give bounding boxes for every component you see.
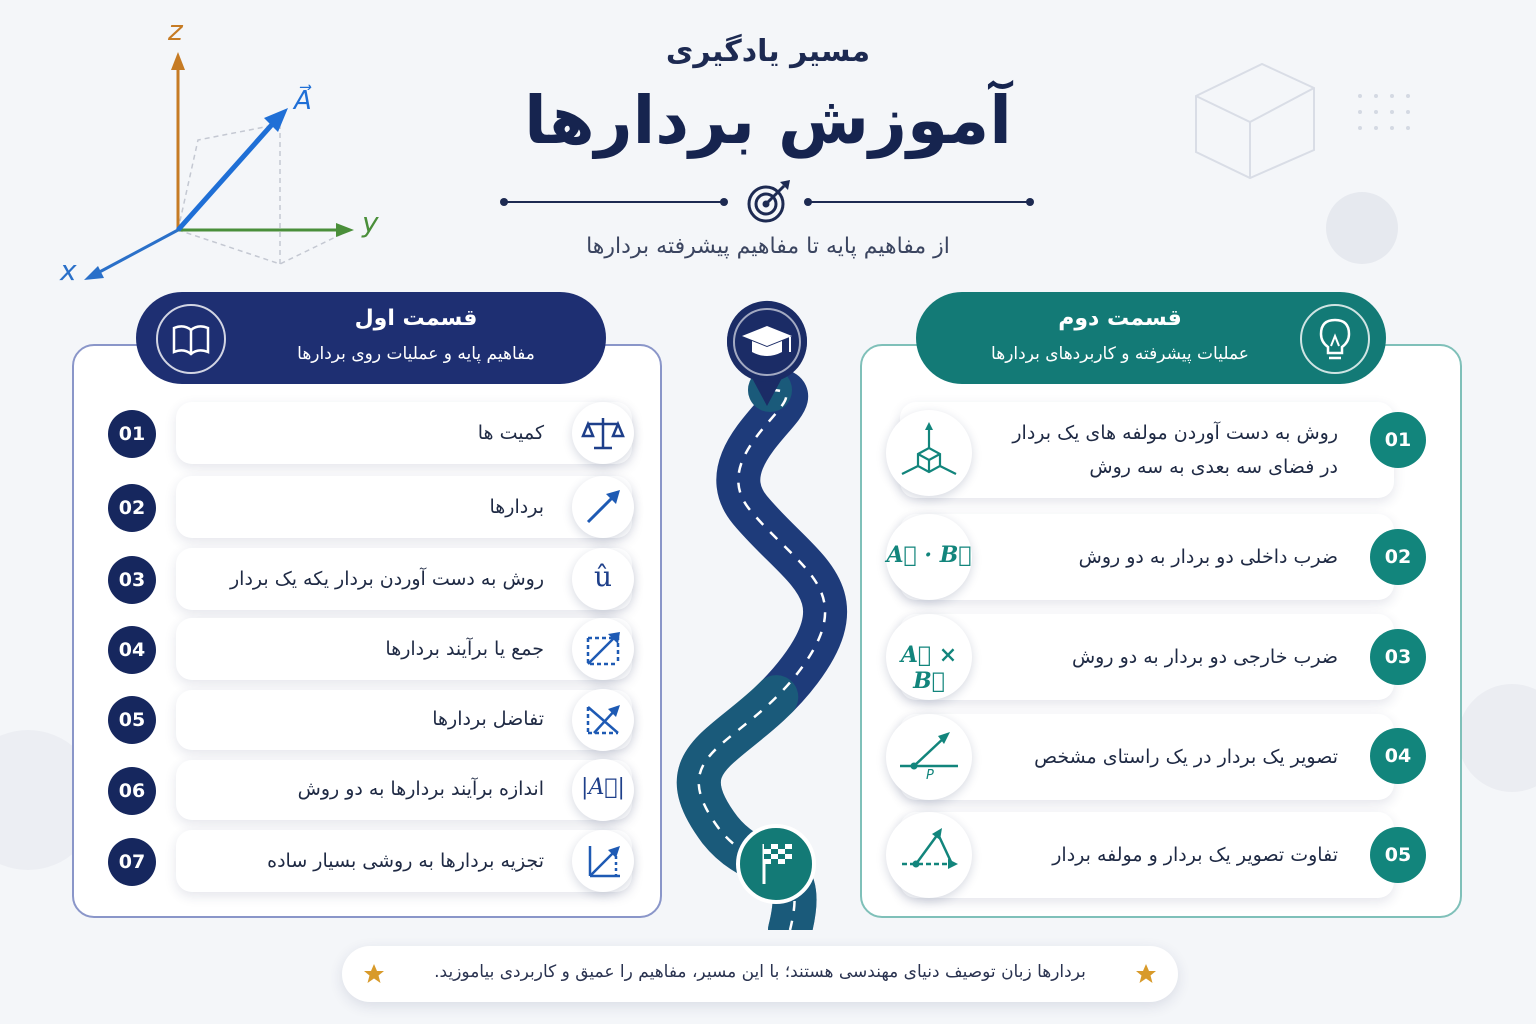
cross-product-symbol: A⃗ × B⃗ <box>900 642 958 694</box>
part-one-number-6: 06 <box>108 767 156 815</box>
projection-p-label: P <box>926 768 934 783</box>
magnitude-icon <box>572 759 634 821</box>
part-two-item-label-2: ضرب داخلی دو بردار به دو روش <box>1078 546 1338 568</box>
footer-note <box>342 946 1178 1002</box>
page-title: آموزش بردارها <box>524 82 1012 159</box>
vector-sum-icon <box>572 618 634 680</box>
part-one-header <box>136 292 606 384</box>
checkered-flag-icon <box>734 822 818 906</box>
part-two-number-3: 03 <box>1370 629 1426 685</box>
part-one-item-2[interactable] <box>176 476 632 538</box>
component-icon <box>886 812 972 898</box>
part-two-header <box>916 292 1386 384</box>
part-one-number-1: 01 <box>108 410 156 458</box>
star-icon <box>362 962 386 986</box>
z-axis-label: z <box>168 14 183 47</box>
part-two-item-3[interactable] <box>900 614 1394 700</box>
title-divider <box>496 180 1040 224</box>
unit-vector-icon <box>572 548 634 610</box>
part-two-title: قسمت دوم <box>1058 306 1182 331</box>
cross-product-icon <box>886 614 972 700</box>
decomposition-icon <box>572 830 634 892</box>
part-one-number-2: 02 <box>108 484 156 532</box>
part-one-item-label-7: تجزیه بردارها به روشی بسیار ساده <box>267 850 544 872</box>
scale-icon <box>572 402 634 464</box>
part-one-item-4[interactable] <box>176 618 632 680</box>
part-one-item-label-3: روش به دست آوردن بردار یکه یک بردار <box>229 568 544 590</box>
part-two-number-5: 05 <box>1370 827 1426 883</box>
dot-product-icon <box>886 514 972 600</box>
part-one-item-label-5: تفاضل بردارها <box>432 708 544 730</box>
part-one-item-label-2: بردارها <box>489 496 544 518</box>
dot-product-symbol: A⃗ · B⃗ <box>886 542 972 568</box>
part-two-item-label-3: ضرب خارجی دو بردار به دو روش <box>1071 646 1338 668</box>
open-book-icon <box>156 304 226 374</box>
part-two-item-label-1a: روش به دست آوردن مولفه های یک بردار <box>1012 422 1338 444</box>
part-two-item-label-4: تصویر یک بردار در یک راستای مشخص <box>1034 746 1338 768</box>
footer-text: بردارها زبان توصیف دنیای مهندسی هستند؛ با این مسیر، مفاهیم را عمیق و کاربردی بیاموزید. <box>434 962 1086 982</box>
lightbulb-icon <box>1300 304 1370 374</box>
part-one-item-1[interactable] <box>176 402 632 464</box>
part-two-number-4: 04 <box>1370 728 1426 784</box>
part-one-subtitle: مفاهیم پایه و عملیات روی بردارها <box>297 344 535 364</box>
part-one-number-5: 05 <box>108 696 156 744</box>
part-one-item-7[interactable] <box>176 830 632 892</box>
part-two-number-2: 02 <box>1370 529 1426 585</box>
part-one-number-4: 04 <box>108 626 156 674</box>
x-axis-label: x <box>60 254 77 287</box>
y-axis-label: y <box>362 206 379 239</box>
part-two-number-1: 01 <box>1370 412 1426 468</box>
part-one-item-5[interactable] <box>176 690 632 750</box>
part-two-item-1[interactable] <box>900 402 1394 498</box>
cube-axes-icon <box>886 410 972 496</box>
part-one-title: قسمت اول <box>354 306 478 331</box>
vector-difference-icon <box>572 689 634 751</box>
part-one-number-7: 07 <box>108 838 156 886</box>
part-two-item-5[interactable] <box>900 812 1394 898</box>
part-one-item-label-1: کمیت ها <box>477 422 544 444</box>
part-one-item-label-6: اندازه برآیند بردارها به دو روش <box>297 778 544 800</box>
target-icon <box>749 180 790 221</box>
arrow-icon <box>572 476 634 538</box>
header-top-title: مسیر یادگیری <box>665 34 871 69</box>
unit-vector-symbol: û <box>593 560 613 593</box>
page-subtitle: از مفاهیم پایه تا مفاهیم پیشرفته بردارها <box>586 234 950 259</box>
part-one-item-3[interactable] <box>176 548 632 610</box>
vector-a-label: A⃗ <box>294 86 312 116</box>
projection-icon <box>886 714 972 800</box>
part-two-item-label-5: تفاوت تصویر یک بردار و مولفه بردار <box>1052 844 1338 866</box>
part-two-item-2[interactable] <box>900 514 1394 600</box>
part-two-item-label-1b: در فضای سه بعدی به سه روش <box>1089 456 1338 478</box>
part-one-item-6[interactable] <box>176 760 632 820</box>
part-one-number-3: 03 <box>108 556 156 604</box>
part-two-item-4[interactable] <box>900 714 1394 800</box>
graduation-cap-icon <box>722 298 812 410</box>
magnitude-symbol: |A⃗| <box>581 775 625 800</box>
part-two-subtitle: عملیات پیشرفته و کاربردهای بردارها <box>991 344 1249 364</box>
star-icon <box>1134 962 1158 986</box>
part-one-item-label-4: جمع یا برآیند بردارها <box>385 638 544 660</box>
